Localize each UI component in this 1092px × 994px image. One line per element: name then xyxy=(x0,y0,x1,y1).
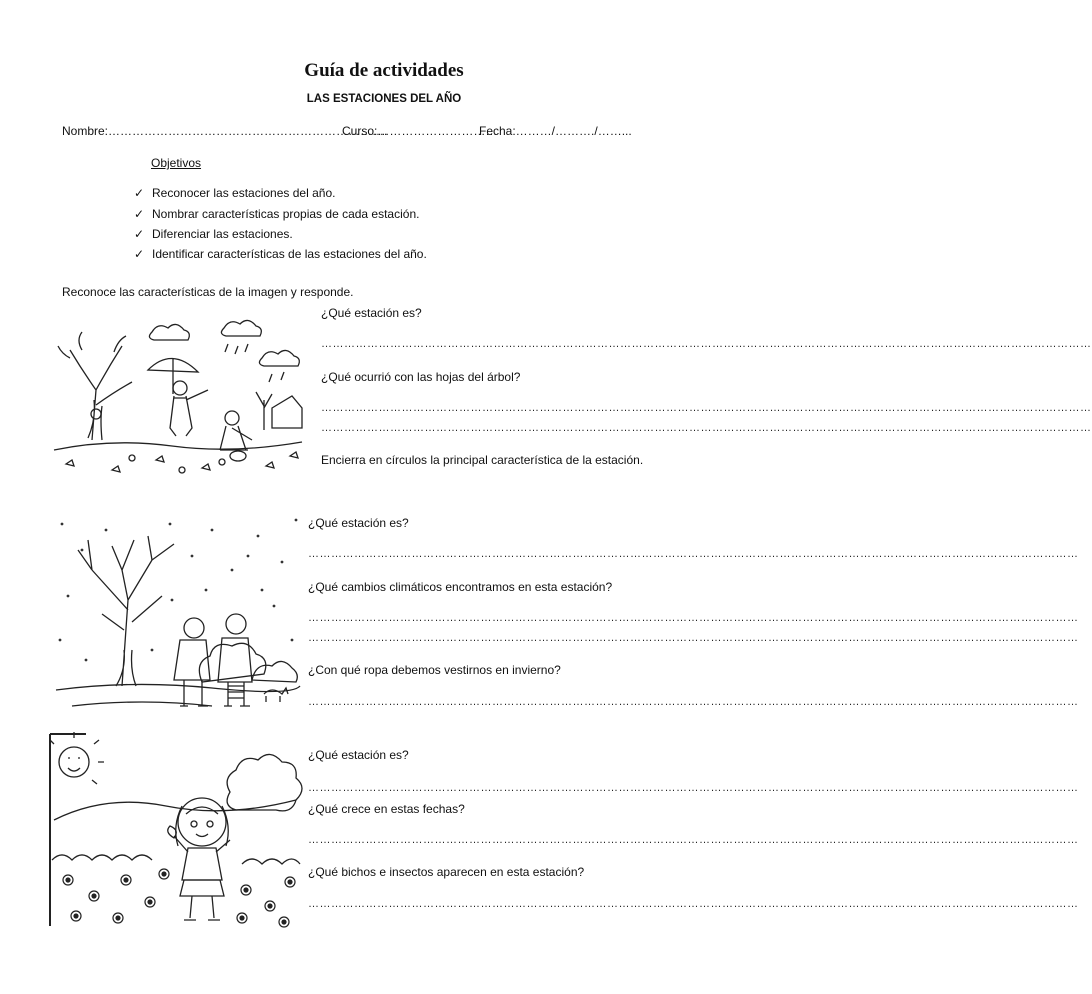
answer-line[interactable]: ………………………………………………………………………………………………………………………………………………………………………………… xyxy=(308,632,1079,644)
page-title: Guía de actividades xyxy=(304,60,464,81)
answer-line[interactable]: ………………………………………………………………………………………………………………………………………………………………………………… xyxy=(321,338,1092,350)
answer-line[interactable]: ………………………………………………………………………………………………………………………………………………………………………………… xyxy=(321,422,1092,434)
objectives-heading: Objetivos xyxy=(151,156,202,170)
autumn-question-season: ¿Qué estación es? xyxy=(321,306,422,320)
answer-line[interactable]: ………………………………………………………………………………………………………………………………………………………………………………… xyxy=(308,696,1079,708)
winter-question-clothes: ¿Con qué ropa debemos vestirnos en invierno? xyxy=(308,663,561,677)
autumn-question-leaves: ¿Qué ocurrió con las hojas del árbol? xyxy=(321,370,521,384)
objective-item: ✓ Nombrar características propias de cada estación. xyxy=(134,207,420,221)
page-subtitle: LAS ESTACIONES DEL AÑO xyxy=(306,93,462,105)
answer-line[interactable]: ………………………………………………………………………………………………………………………………………………………………………………… xyxy=(308,612,1079,624)
answer-line[interactable]: ………………………………………………………………………………………………………………………………………………………………………………… xyxy=(308,834,1079,846)
check-icon: ✓ xyxy=(134,247,145,261)
autumn-illustration xyxy=(52,310,304,486)
answer-line[interactable]: ………………………………………………………………………………………………………………………………………………………………………………… xyxy=(308,782,1079,794)
name-field[interactable]: Nombre:……………………………………………………………. xyxy=(62,124,388,138)
spring-question-grows: ¿Qué crece en estas fechas? xyxy=(308,802,465,816)
check-icon: ✓ xyxy=(134,186,145,200)
spring-question-insects: ¿Qué bichos e insectos aparecen en esta estación? xyxy=(308,865,585,879)
instruction-text: Reconoce las características de la imagen y responde. xyxy=(62,285,354,299)
objective-item: ✓ Reconocer las estaciones del año. xyxy=(134,186,336,200)
course-field[interactable]: Curso:………………………… xyxy=(342,124,498,138)
objective-item: ✓ Identificar características de las estaciones del año. xyxy=(134,247,427,261)
winter-question-climate: ¿Qué cambios climáticos encontramos en esta estación? xyxy=(308,580,613,594)
winter-question-season: ¿Qué estación es? xyxy=(308,516,409,530)
spring-illustration xyxy=(46,730,304,930)
date-field[interactable]: Fecha:………/………./……... xyxy=(479,124,632,138)
winter-illustration xyxy=(52,510,302,720)
answer-line[interactable]: ………………………………………………………………………………………………………………………………………………………………………………… xyxy=(308,548,1079,560)
objective-item: ✓ Diferenciar las estaciones. xyxy=(134,227,293,241)
autumn-instruction-circle: Encierra en círculos la principal característica de la estación. xyxy=(321,453,644,467)
answer-line[interactable]: ………………………………………………………………………………………………………………………………………………………………………………… xyxy=(308,898,1079,910)
check-icon: ✓ xyxy=(134,207,145,221)
answer-line[interactable]: ………………………………………………………………………………………………………………………………………………………………………………… xyxy=(321,402,1092,414)
spring-question-season: ¿Qué estación es? xyxy=(308,748,409,762)
check-icon: ✓ xyxy=(134,227,145,241)
